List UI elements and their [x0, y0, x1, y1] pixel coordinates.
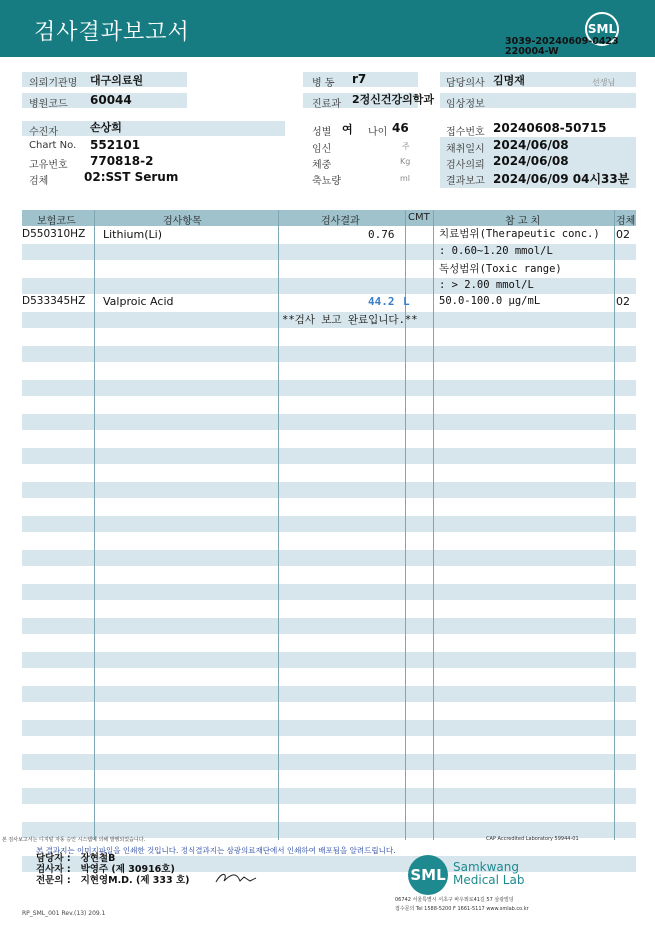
header-code: 보험코드 — [37, 216, 76, 227]
lab-address: 06742 서울특별시 서초구 바우뫼로41길 57 삼광빌딩 — [395, 897, 514, 903]
row-lithium-ref-line3: 독성범위(Toxic range) — [439, 263, 562, 275]
specialist: 지현영M.D. (제 333 호) — [80, 875, 190, 886]
row-lithium-ref-line4: : > 2.00 mmol/L — [439, 279, 534, 291]
header-result: 검사결과 — [321, 216, 360, 227]
weight-label: 체중 — [312, 160, 332, 171]
signatories — [36, 853, 189, 886]
hospital-code: 60044 — [90, 93, 132, 107]
table-row — [22, 618, 636, 634]
row-valproic-ref: 50.0-100.0 µg/mL — [439, 295, 541, 307]
patient-label: 수진자 — [29, 127, 58, 138]
table-row — [22, 346, 636, 362]
header-cmt: CMT — [408, 212, 430, 223]
collection-date: 2024/06/08 — [493, 138, 569, 152]
receipt-no: 20240608-50715 — [493, 121, 607, 135]
requesting-org: 대구의료원 — [90, 74, 144, 87]
collection-date-label: 채취일시 — [446, 144, 485, 155]
age: 46 — [392, 121, 409, 135]
doctor: 김명재 — [493, 74, 525, 87]
table-row — [22, 652, 636, 668]
label-box-patient — [22, 121, 285, 136]
row-valproic-specimen: 02 — [616, 295, 630, 308]
hospital-code-label: 병원코드 — [29, 99, 68, 110]
header-specimen: 검체 — [616, 216, 636, 227]
table-row — [22, 720, 636, 736]
table-row — [22, 516, 636, 532]
examiner: 박영주 (제 30916호) — [80, 864, 175, 875]
image-notice: 본 결과지는 이미지파일을 인쇄한 것입니다. 정식결과지는 삼광의료재단에서 인쇄하여 배포됨을 알려드립니다. — [36, 846, 396, 855]
row-lithium-ref-line2: : 0.60~1.20 mmol/L — [439, 245, 553, 257]
pregnancy-label: 임신 — [312, 144, 332, 155]
table-row — [22, 584, 636, 600]
requesting-org-label: 의뢰기관명 — [29, 78, 78, 89]
age-label: 나이 — [368, 127, 388, 138]
header-reference: 참 고 치 — [505, 216, 541, 227]
table-row — [22, 414, 636, 430]
document-id-line2: 220004-W — [505, 46, 559, 57]
lab-name — [453, 861, 524, 887]
table-row — [22, 380, 636, 396]
table-row — [22, 482, 636, 498]
unique-no-label: 고유번호 — [29, 160, 68, 171]
row-valproic-item: Valproic Acid — [103, 295, 174, 308]
pregnancy-unit: 주 — [402, 142, 410, 151]
table-row — [22, 278, 636, 294]
row-lithium-result: 0.76 — [368, 228, 395, 241]
chart-no: 552101 — [90, 138, 141, 152]
examiner-label: 검사자 : — [36, 864, 71, 875]
legal-note: 본 검사보고서는 디지털 자동 승인 시스템에 의해 발행되었습니다. — [2, 837, 146, 843]
in-charge-label: 담당자 : — [36, 853, 71, 864]
column-divider — [278, 210, 279, 840]
row-lithium-code: D550310HZ — [22, 228, 86, 240]
row-lithium-ref-line1: 치료범위(Therapeutic conc.) — [439, 228, 600, 240]
urine-unit: ml — [400, 174, 411, 183]
lab-name-line1: Samkwang — [453, 860, 519, 874]
lab-contact: 접수문의 Tel 1588-5200 F 1661-5117 www.smlab.co.kr — [395, 906, 529, 912]
completion-note: **검사 보고 완료입니다.** — [282, 314, 418, 326]
sex: 여 — [342, 123, 353, 136]
table-row — [22, 788, 636, 804]
clinical-info-label: 임상정보 — [446, 99, 485, 110]
specimen-label: 검체 — [29, 176, 49, 187]
document-id — [505, 37, 619, 57]
doctor-label: 담당의사 — [446, 78, 485, 89]
specialist-label: 전문의 : — [36, 875, 71, 886]
doctor-sign-label: 선생님 — [592, 78, 616, 87]
urine-label: 축뇨량 — [312, 176, 341, 187]
cap-accreditation: CAP Accredited Laboratory 59944-01 — [486, 836, 579, 842]
in-charge: 장현철B — [80, 853, 116, 864]
row-valproic-result: 44.2 — [368, 295, 395, 308]
chart-no-label: Chart No. — [29, 140, 77, 151]
table-row — [22, 686, 636, 702]
table-row — [22, 448, 636, 464]
form-code: RP_SML_001 Rev.(13) 209.1 — [22, 910, 106, 917]
unique-no: 770818-2 — [90, 154, 154, 168]
row-lithium-specimen: 02 — [616, 228, 630, 241]
dept: 2정신건강의학과 — [352, 93, 435, 106]
report-date: 2024/06/09 04시33분 — [493, 172, 630, 186]
specimen: 02:SST Serum — [84, 170, 179, 184]
table-row — [22, 754, 636, 770]
ward: r7 — [352, 72, 367, 86]
patient-name: 손상희 — [90, 121, 122, 134]
report-date-label: 결과보고 — [446, 176, 485, 187]
receipt-no-label: 접수번호 — [446, 127, 485, 138]
report-title: 검사결과보고서 — [34, 20, 190, 45]
column-divider — [433, 210, 434, 840]
header-item: 검사항목 — [163, 216, 202, 227]
ward-label: 병 동 — [312, 78, 335, 89]
lab-name-line2: Medical Lab — [453, 873, 525, 887]
dept-label: 진료과 — [312, 99, 341, 110]
sml-logo: SML — [585, 12, 619, 46]
sex-label: 성별 — [312, 127, 332, 138]
column-divider — [614, 210, 615, 840]
weight-unit: Kg — [400, 157, 411, 166]
row-lithium-item: Lithium(Li) — [103, 228, 162, 241]
signature-mark — [214, 869, 258, 885]
document-id-line1: 3039-20240609-0423 — [505, 36, 619, 47]
table-row — [22, 550, 636, 566]
lab-logo: SML — [408, 855, 448, 895]
column-divider — [94, 210, 95, 840]
row-valproic-flag: L — [403, 295, 410, 308]
row-valproic-code: D533345HZ — [22, 295, 86, 307]
request-date: 2024/06/08 — [493, 154, 569, 168]
request-date-label: 검사의뢰 — [446, 160, 485, 171]
